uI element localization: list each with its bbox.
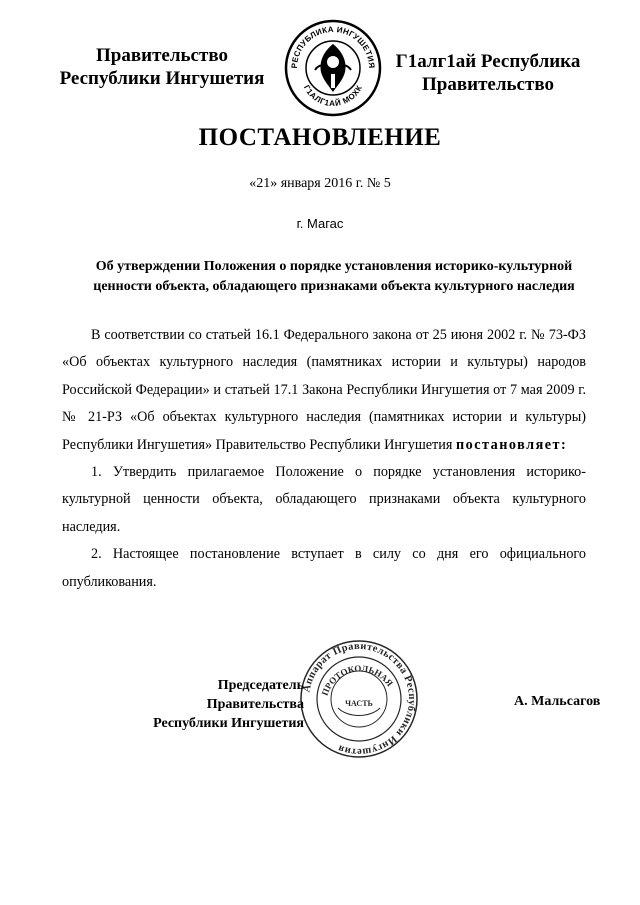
svg-text:ПРОТОКОЛЬНАЯ: ПРОТОКОЛЬНАЯ	[319, 663, 396, 698]
signature-position	[124, 676, 304, 733]
header-right-line2: Правительство	[422, 74, 554, 95]
svg-text:Аппарат Правительства Республи: Аппарат Правительства Республики Ингушетия	[301, 640, 418, 758]
preamble-text: В соответствии со статьей 16.1 Федерального закона от 25 июня 2002 г. № 73-ФЗ «Об объектах культурного наследия (памятниках истории и культуры) народов Российской Федерации» и статьей 17.1 Закона Республики Ингушетия от 7 мая 2009 г. № 21-РЗ «Об объектах культурного наследия (памятниках истории и культуры) Республики Ингушетия» Правительство Республики Ингушетия	[62, 327, 586, 453]
signature-name: А. Мальсагов	[514, 694, 601, 709]
subject-line2: ценности объекта, обладающего признаками объекта культурного наследия	[93, 279, 575, 294]
signature-position-line1: Председатель Правительства	[206, 678, 304, 712]
svg-text:РЕСПУБЛИКА ИНГУШЕТИЯ: РЕСПУБЛИКА ИНГУШЕТИЯ	[289, 24, 377, 69]
resolves-word: постановляет:	[455, 436, 568, 453]
svg-text:Г1АЛГ1АЙ МОХК: Г1АЛГ1АЙ МОХК	[301, 83, 365, 109]
document-title: ПОСТАНОВЛЕНИЕ	[198, 124, 442, 151]
signature-position-line2: Республики Ингушетия	[153, 716, 304, 731]
header-left-line2: Республики Ингушетия	[59, 68, 265, 89]
document-subject	[60, 257, 608, 297]
paragraph-item-1: 1. Утвердить прилагаемое Положение о порядке установления историко-культурной ценности объекта, обладающего признаками объекта культурного наследия.	[62, 464, 586, 535]
document-city: г. Магас	[296, 216, 344, 231]
document-body	[62, 322, 586, 596]
header-right	[388, 50, 588, 96]
svg-text:ЧАСТЬ: ЧАСТЬ	[345, 699, 373, 708]
header-right-line1: Г1алг1ай Республика	[395, 51, 581, 72]
coat-of-arms-icon	[283, 18, 383, 118]
subject-line1: Об утверждении Положения о порядке установления историко-культурной	[95, 259, 573, 274]
document-date: «21» января 2016 г. № 5	[249, 176, 391, 191]
paragraph-item-2: 2. Настоящее постановление вступает в силу со дня его официального опубликования.	[62, 546, 586, 590]
paragraph-preamble	[62, 322, 586, 459]
header-left-line1: Правительство	[96, 45, 228, 66]
official-stamp-icon	[298, 638, 420, 760]
header-left	[48, 44, 276, 90]
